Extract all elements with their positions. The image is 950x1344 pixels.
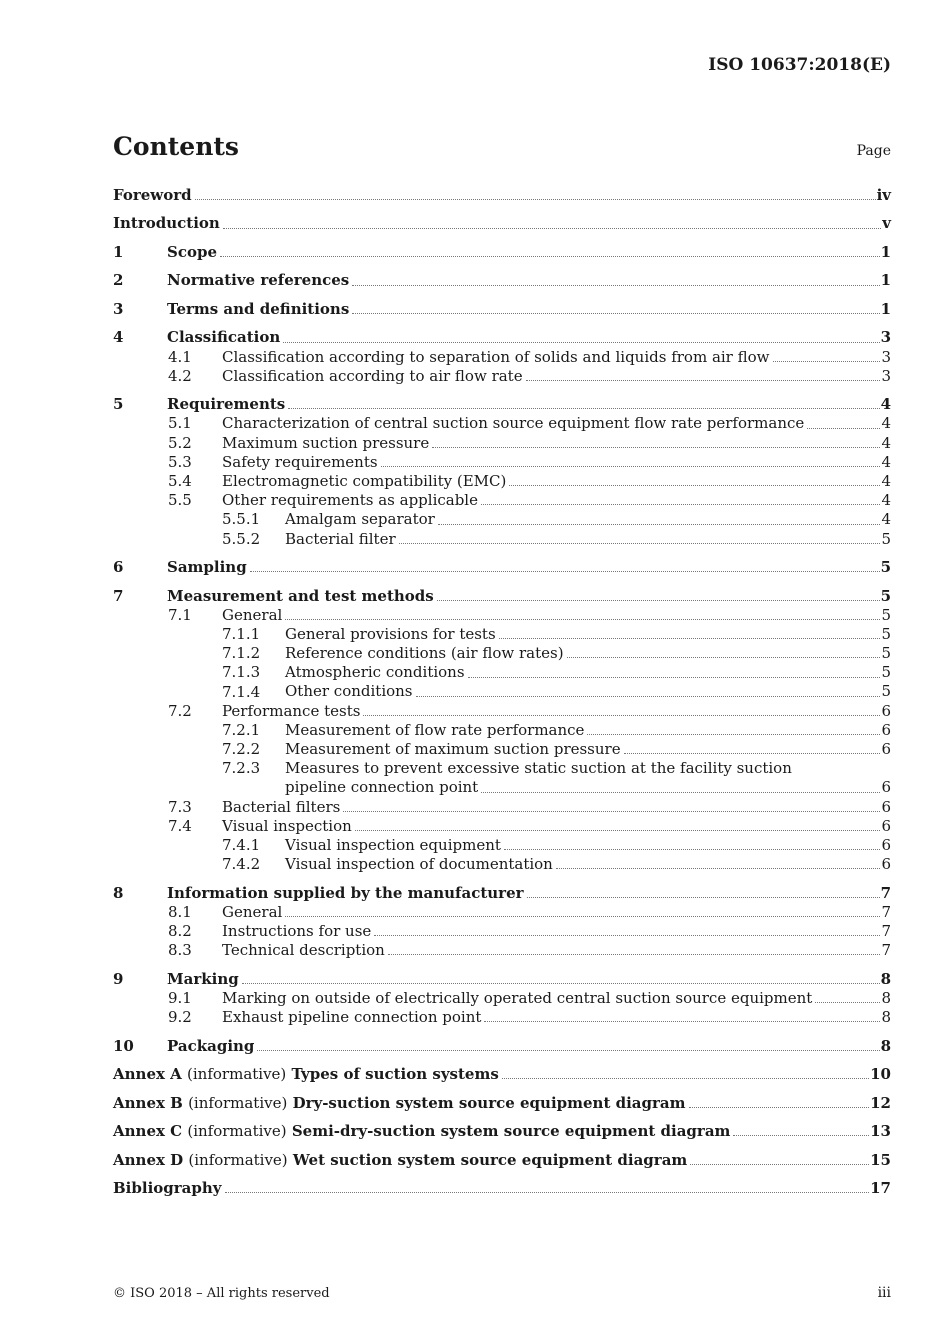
toc-entry-annex-b[interactable]: Annex B (informative) Dry-suction system source equipment diagram 12 [113, 1093, 891, 1112]
toc-entry-7-1[interactable]: 7.1 General 5 [168, 605, 891, 624]
toc-entry-annex-a[interactable]: Annex A (informative) Types of suction systems 10 [113, 1065, 891, 1084]
page-number: iii [877, 1285, 891, 1301]
toc-entry-clause-9[interactable]: 9 Marking 8 [113, 969, 891, 988]
toc-entry-7-1-3[interactable]: 7.1.3 Atmospheric conditions 5 [222, 663, 891, 682]
toc-entry-8-1[interactable]: 8.1 General 7 [168, 902, 891, 921]
toc-entry-annex-c[interactable]: Annex C (informative) Semi-dry-suction system source equipment diagram 13 [113, 1122, 891, 1141]
toc-entry-7-2[interactable]: 7.2 Performance tests 6 [168, 701, 891, 720]
toc-entry-introduction[interactable]: Introduction v [113, 214, 891, 233]
toc-entry-clause-7[interactable]: 7 Measurement and test methods 5 [113, 586, 891, 605]
toc-entry-clause-2[interactable]: 2 Normative references 1 [113, 271, 891, 290]
toc-entry-5-2[interactable]: 5.2 Maximum suction pressure 4 [168, 433, 891, 452]
toc-entry-5-3[interactable]: 5.3 Safety requirements 4 [168, 452, 891, 471]
toc-entry-foreword[interactable]: Foreword iv [113, 185, 891, 204]
toc-entry-7-4[interactable]: 7.4 Visual inspection 6 [168, 816, 891, 835]
toc-entry-clause-5[interactable]: 5 Requirements 4 [113, 395, 891, 414]
toc-entry-bibliography[interactable]: Bibliography 17 [113, 1178, 891, 1197]
toc-entry-5-1[interactable]: 5.1 Characterization of central suction source equipment flow rate performance 4 [168, 414, 891, 433]
page-title: Contents [113, 132, 240, 161]
toc-entry-7-2-3-continued[interactable]: pipeline connection point 6 [285, 778, 891, 797]
page-column-label: Page [856, 143, 891, 159]
toc-entry-5-5[interactable]: 5.5 Other requirements as applicable 4 [168, 491, 891, 510]
toc-entry-7-1-1[interactable]: 7.1.1 General provisions for tests 5 [222, 624, 891, 643]
toc-entry-9-2[interactable]: 9.2 Exhaust pipeline connection point 8 [168, 1008, 891, 1027]
toc-entry-clause-1[interactable]: 1 Scope 1 [113, 242, 891, 261]
copyright-notice: © ISO 2018 – All rights reserved [113, 1286, 330, 1301]
toc-entry-7-1-2[interactable]: 7.1.2 Reference conditions (air flow rates) 5 [222, 644, 891, 663]
toc-entry-8-3[interactable]: 8.3 Technical description 7 [168, 941, 891, 960]
toc-entry-7-4-1[interactable]: 7.4.1 Visual inspection equipment 6 [222, 835, 891, 854]
toc-entry-7-2-3[interactable]: 7.2.3 Measures to prevent excessive static suction at the facility suction [222, 759, 792, 778]
toc-entry-5-5-1[interactable]: 5.5.1 Amalgam separator 4 [222, 510, 891, 529]
toc-entry-4-1[interactable]: 4.1 Classification according to separation of solids and liquids from air flow 3 [168, 347, 891, 366]
toc-entry-7-3[interactable]: 7.3 Bacterial filters 6 [168, 797, 891, 816]
toc-entry-7-2-2[interactable]: 7.2.2 Measurement of maximum suction pressure 6 [222, 740, 891, 759]
toc-entry-5-5-2[interactable]: 5.5.2 Bacterial filter 5 [222, 529, 891, 548]
toc-entry-9-1[interactable]: 9.1 Marking on outside of electrically operated central suction source equipment 8 [168, 988, 891, 1007]
toc-entry-7-2-1[interactable]: 7.2.1 Measurement of flow rate performance 6 [222, 720, 891, 739]
toc-entry-7-1-4[interactable]: 7.1.4 Other conditions 5 [222, 682, 891, 701]
toc-entry-clause-4[interactable]: 4 Classification 3 [113, 328, 891, 347]
toc-entry-clause-8[interactable]: 8 Information supplied by the manufacturer 7 [113, 883, 891, 902]
toc-entry-5-4[interactable]: 5.4 Electromagnetic compatibility (EMC) 4 [168, 472, 891, 491]
toc-entry-annex-d[interactable]: Annex D (informative) Wet suction system source equipment diagram 15 [113, 1150, 891, 1169]
table-of-contents [113, 186, 891, 1198]
toc-entry-clause-10[interactable]: 10 Packaging 8 [113, 1036, 891, 1055]
toc-entry-clause-6[interactable]: 6 Sampling 5 [113, 558, 891, 577]
document-id: ISO 10637:2018(E) [708, 55, 891, 75]
toc-entry-7-4-2[interactable]: 7.4.2 Visual inspection of documentation 6 [222, 855, 891, 874]
toc-entry-clause-3[interactable]: 3 Terms and definitions 1 [113, 299, 891, 318]
toc-entry-4-2[interactable]: 4.2 Classification according to air flow rate 3 [168, 366, 891, 385]
toc-entry-8-2[interactable]: 8.2 Instructions for use 7 [168, 922, 891, 941]
